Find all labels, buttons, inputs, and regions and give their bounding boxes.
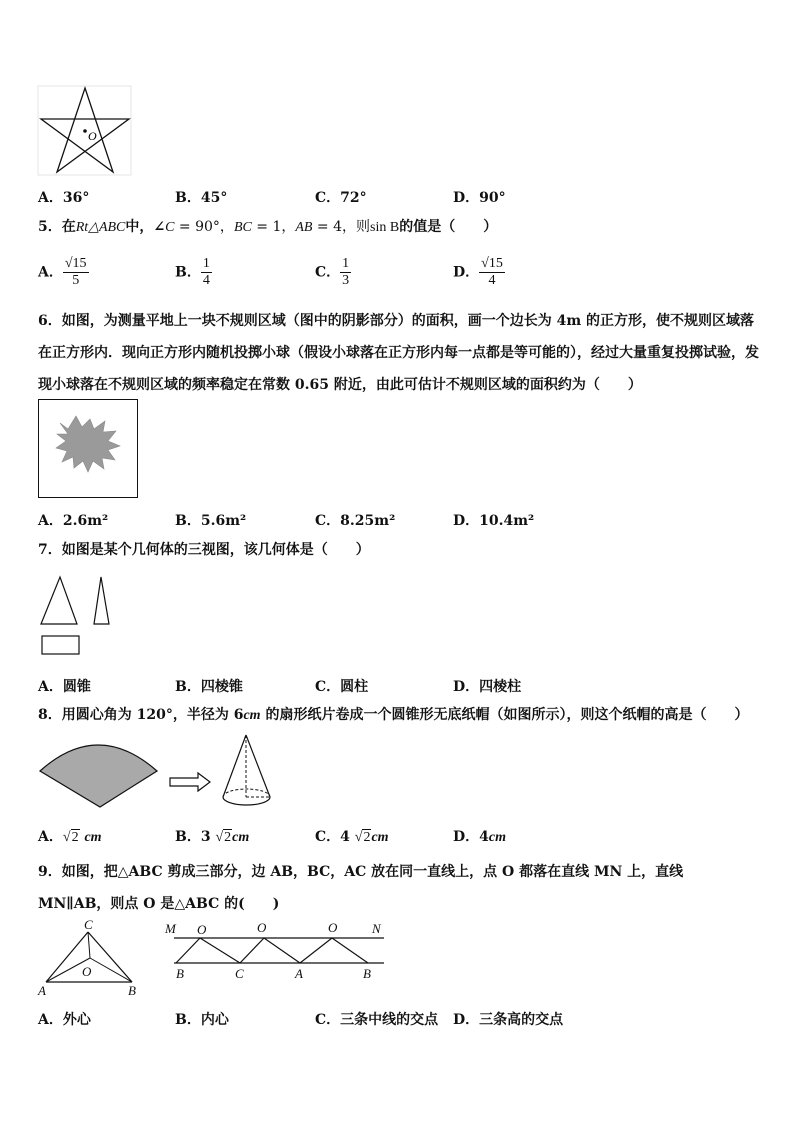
unfolded-triangle-figure xyxy=(162,918,392,982)
q9-option-c[interactable]: C．三条中线的交点 xyxy=(315,1012,439,1028)
label-o: O xyxy=(82,964,92,979)
label-b-1: B xyxy=(176,966,184,981)
sqrt-expression: √2 xyxy=(354,830,371,845)
side-view xyxy=(94,577,109,624)
q4-option-b[interactable]: B．45° xyxy=(175,190,228,206)
label-a: A xyxy=(295,966,303,981)
sector-figure xyxy=(38,733,160,811)
q5-option-b[interactable]: B． $\frac{1}{4}$ xyxy=(175,256,210,288)
label-a: A xyxy=(38,983,46,998)
q8-option-c[interactable]: C．4 √2cm xyxy=(315,829,389,845)
q7-option-a[interactable]: A．圆锥 xyxy=(38,679,91,695)
three-views-figure xyxy=(38,574,120,660)
q7-question: 7．如图是某个几何体的三视图，该几何体是（ ） xyxy=(38,542,370,558)
irregular-region-figure xyxy=(38,399,138,499)
fraction: $\frac{√15}{4}$ xyxy=(481,256,503,288)
q5-option-d[interactable]: D． $\frac{√15}{4}$ xyxy=(453,256,503,288)
cone-figure xyxy=(220,733,276,813)
sqrt-expression: √2 xyxy=(215,830,232,845)
q8-option-a[interactable]: A．√2 cm xyxy=(38,829,102,845)
front-view xyxy=(41,577,77,624)
label-b-2: B xyxy=(363,966,371,981)
q7-option-d[interactable]: D．四棱柱 xyxy=(453,679,522,695)
q9-option-b[interactable]: B．内心 xyxy=(175,1012,229,1028)
label-o-1: O xyxy=(197,922,207,937)
triangle-figure xyxy=(36,918,142,1000)
fraction: $\frac{1}{3}$ xyxy=(342,256,350,288)
q8-question: 8．用圆心角为 120°，半径为 6cm 的扇形纸片卷成一个圆锥形无底纸帽（如图所示），则这个纸帽的高是（ ） xyxy=(38,707,749,723)
label-n: N xyxy=(372,921,381,936)
label-m: M xyxy=(165,921,176,936)
q8-option-d[interactable]: D．4cm xyxy=(453,829,506,845)
q6-option-d[interactable]: D．10.4m² xyxy=(453,513,535,529)
q6-question: 6．如图，为测量平地上一块不规则区域（图中的阴影部分）的面积，画一个边长为 4m 的正方形，使不规则区域落在正方形内．现向正方形内随机投掷小球（假设小球落在正方形内每一点都是等可能的），经过大量重复投掷试验，发现小球落在不规则区域的频率稳定在常数 0.65 附近，由此可估计不规则区域的面积约为（ ） xyxy=(38,313,759,393)
label-o-3: O xyxy=(328,920,338,935)
q9-question: 9．如图，把△ABC 剪成三部分，边 AB，BC，AC 放在同一直线上，点 O 都落在直线 MN 上，直线 MN∥AB，则点 O 是△ABC 的( ) xyxy=(38,864,684,912)
q5-option-c[interactable]: C． $\frac{1}{3}$ xyxy=(315,256,350,288)
q8-option-b[interactable]: B．3 √2cm xyxy=(175,829,250,845)
fraction: $\frac{√15}{5}$ xyxy=(64,256,87,288)
star-center-label: O xyxy=(88,129,97,143)
q9-option-a[interactable]: A．外心 xyxy=(38,1012,91,1028)
q5-option-a[interactable]: A． $\frac{√15}{5}$ xyxy=(38,256,87,288)
q4-option-d[interactable]: D．90° xyxy=(453,190,506,206)
arrow-icon xyxy=(168,772,212,792)
label-c: C xyxy=(235,966,244,981)
label-b: B xyxy=(128,983,136,998)
q9-option-d[interactable]: D．三条高的交点 xyxy=(453,1012,564,1028)
q6-option-b[interactable]: B．5.6m² xyxy=(175,513,247,529)
q5-question: 5．在Rt△ABC中，∠C = 90°，BC = 1，AB = 4，则sin B的值是（ ） xyxy=(38,219,498,235)
star-figure xyxy=(38,86,132,176)
q6-option-c[interactable]: C．8.25m² xyxy=(315,513,396,529)
label-c: C xyxy=(84,917,93,932)
q7-option-b[interactable]: B．四棱锥 xyxy=(175,679,243,695)
q6-option-a[interactable]: A．2.6m² xyxy=(38,513,109,529)
label-o-2: O xyxy=(257,920,267,935)
q4-option-a[interactable]: A．36° xyxy=(38,190,90,206)
q7-option-c[interactable]: C．圆柱 xyxy=(315,679,369,695)
q4-option-c[interactable]: C．72° xyxy=(315,190,367,206)
fraction: $\frac{1}{4}$ xyxy=(202,256,210,288)
sqrt-expression: √2 xyxy=(62,830,79,845)
top-view xyxy=(42,636,79,654)
